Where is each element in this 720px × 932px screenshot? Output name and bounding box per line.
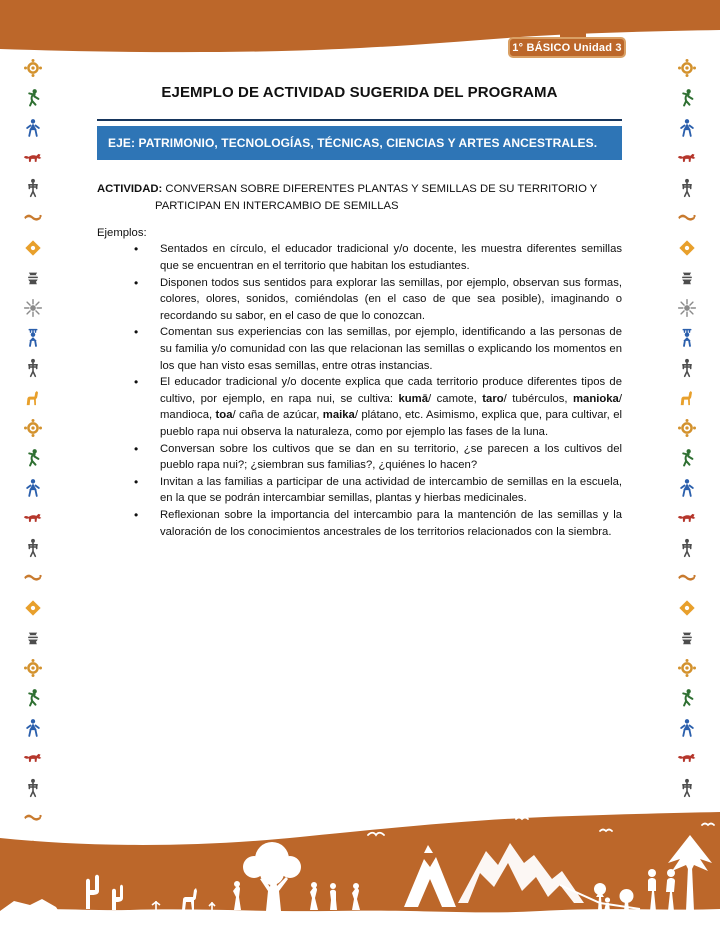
fox-icon: [23, 148, 43, 168]
sun-icon: [677, 58, 697, 78]
banner-top-rule: [97, 119, 622, 121]
blue-figure-icon: [677, 118, 697, 138]
sun-icon: [23, 418, 43, 438]
pot-icon: [23, 628, 43, 648]
activity-heading: [97, 181, 622, 214]
bullet-item: • Invitan a las familias a participar de una actividad de intercambio de semillas en la escuela, en la que se podrán intercambiar semillas, plantas y hierbas medicinales.: [160, 474, 622, 507]
bullet-item: • Conversan sobre los cultivos que se dan en su territorio, ¿se parecen a los cultivos del pueblo rapa nui?; ¿siembran sus familias?, ¿quiénes lo hacen?: [160, 441, 622, 474]
diamond-icon: [23, 238, 43, 258]
sun-icon: [23, 58, 43, 78]
main-content: [97, 84, 622, 540]
blue-mask-icon: [677, 328, 697, 348]
pot-icon: [23, 268, 43, 288]
llama-icon: [23, 388, 43, 408]
totem-icon: [23, 538, 43, 558]
examples-bullet-list: [97, 241, 622, 540]
diamond-icon: [23, 598, 43, 618]
examples-label: Ejemplos:: [97, 227, 147, 240]
bottom-landscape-decoration: [0, 807, 720, 932]
totem-icon: [23, 358, 43, 378]
blue-figure-icon: [23, 478, 43, 498]
blue-mask-icon: [23, 328, 43, 348]
activity-label: ACTIVIDAD:: [97, 183, 163, 195]
condor-icon: [677, 568, 697, 588]
bullet-item: • Comentan sus experiencias con las semillas, por ejemplo, identificando a las personas de su familia y/o comunidad con las que relacionan las semillas o explicando los momentos en los que han visto esas semillas, entre otras instancias.: [160, 324, 622, 374]
pot-icon: [677, 628, 697, 648]
unit-badge: [508, 37, 626, 58]
totem-icon: [677, 358, 697, 378]
green-figure-icon: [23, 688, 43, 708]
condor-icon: [677, 208, 697, 228]
blue-figure-icon: [677, 718, 697, 738]
bullet-item: • Disponen todos sus sentidos para explorar las semillas, por ejemplo, observan sus formas, colores, olores, sonidos, comiéndolas (en el caso de que sea posible), imaginando o recordando su sabor, en el caso de que lo conozcan.: [160, 275, 622, 325]
bullet-item: • El educador tradicional y/o docente explica que cada territorio produce diferentes tipos de cultivo, por ejemplo, en rapa nui, se cultiva: kumā/ camote, taro/ tubérculos, manioka/ mandioca, toa/ caña de azúcar, maika/ plátano, etc. Asimismo, explica que, para cultivar, el pueblo rapa nui observa la naturaleza, como por ejemplo las fases de la luna.: [160, 374, 622, 440]
blue-figure-icon: [677, 478, 697, 498]
totem-icon: [23, 778, 43, 798]
blue-figure-icon: [23, 718, 43, 738]
green-figure-icon: [677, 88, 697, 108]
sun-icon: [677, 418, 697, 438]
bullet-item: • Reflexionan sobre la importancia del intercambio para la mantención de las semillas y la valoración de los conocimientos ancestrales de los territorios relacionados con la siembra.: [160, 507, 622, 540]
green-figure-icon: [677, 688, 697, 708]
fox-icon: [677, 748, 697, 768]
right-pictogram-column: [670, 58, 704, 858]
activity-title: CONVERSAN SOBRE DIFERENTES PLANTAS Y SEMILLAS DE SU TERRITORIO Y PARTICIPAN EN INTERCAMBIO DE SEMILLAS: [155, 183, 598, 212]
eje-banner: [97, 126, 622, 160]
fox-icon: [677, 148, 697, 168]
eje-banner-label: EJE: PATRIMONIO, TECNOLOGÍAS, TÉCNICAS, CIENCIAS Y ARTES ANCESTRALES.: [108, 136, 598, 150]
totem-icon: [677, 538, 697, 558]
unit-badge-label: 1° BÁSICO Unidad 3: [512, 41, 622, 54]
fox-icon: [677, 508, 697, 528]
bullet-item: • Sentados en círculo, el educador tradicional y/o docente, les muestra diferentes semillas que se encuentran en el territorio que habitan los estudiantes.: [160, 241, 622, 274]
fox-icon: [23, 508, 43, 528]
pot-icon: [677, 268, 697, 288]
green-figure-icon: [23, 448, 43, 468]
condor-icon: [23, 568, 43, 588]
sun-icon: [23, 658, 43, 678]
green-figure-icon: [677, 448, 697, 468]
diamond-icon: [677, 238, 697, 258]
green-figure-icon: [23, 88, 43, 108]
llama-icon: [677, 388, 697, 408]
totem-icon: [677, 778, 697, 798]
sunburst-icon: [677, 298, 697, 318]
condor-icon: [23, 208, 43, 228]
sun-icon: [677, 658, 697, 678]
sunburst-icon: [23, 298, 43, 318]
totem-icon: [677, 178, 697, 198]
blue-figure-icon: [23, 118, 43, 138]
totem-icon: [23, 178, 43, 198]
fox-icon: [23, 748, 43, 768]
page-title: EJEMPLO DE ACTIVIDAD SUGERIDA DEL PROGRAMA: [161, 84, 558, 101]
left-pictogram-column: [16, 58, 50, 858]
diamond-icon: [677, 598, 697, 618]
